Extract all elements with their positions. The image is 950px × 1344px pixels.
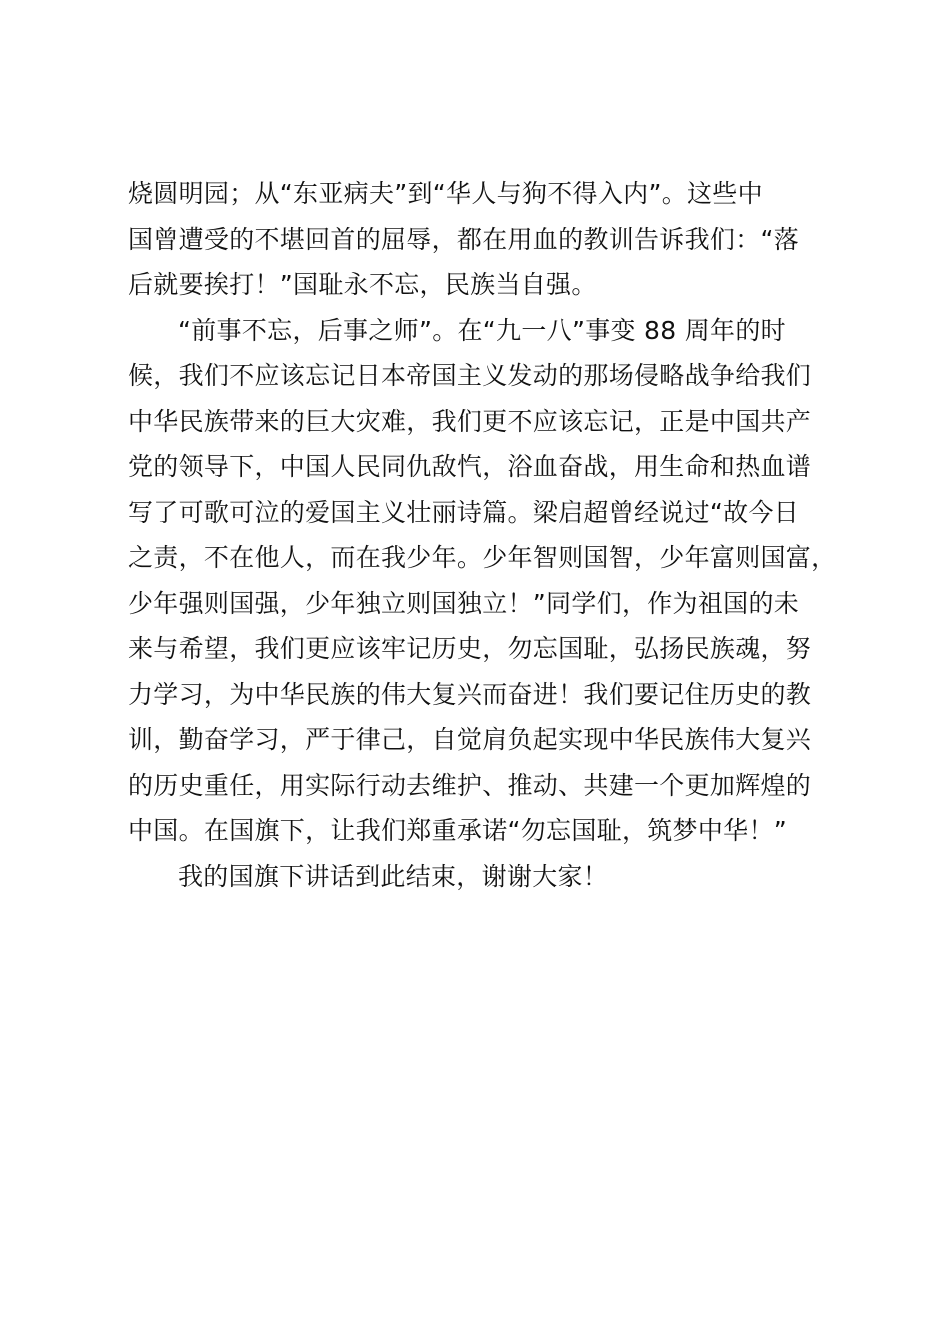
paragraph-1	[128, 171, 848, 308]
text-line: 中华民族带来的巨大灾难，我们更不应该忘记，正是中国共产	[128, 406, 812, 436]
text-line: 写了可歌可泣的爱国主义壮丽诗篇。梁启超曾经说过“故今日	[128, 497, 800, 527]
text-line: “前事不忘，后事之师”。在“九一八”事变 88 周年的时	[178, 315, 786, 345]
text-line: 候，我们不应该忘记日本帝国主义发动的那场侵略战争给我们	[128, 361, 812, 390]
text-line: 来与希望，我们更应该牢记历史，勿忘国耻，弘扬民族魂，努	[128, 634, 812, 663]
text-line: 力学习，为中华民族的伟大复兴而奋进！我们要记住历史的教	[128, 679, 812, 709]
text-line: 我的国旗下讲话到此结束，谢谢大家！	[178, 861, 609, 891]
text-line: 后就要挨打！”国耻永不忘，民族当自强。	[128, 270, 597, 299]
text-line: 中国。在国旗下，让我们郑重承诺“勿忘国耻，筑梦中华！”	[128, 816, 788, 845]
text-line: 训，勤奋学习，严于律己，自觉肩负起实现中华民族伟大复兴	[128, 725, 812, 754]
text-line: 之责，不在他人，而在我少年。少年智则国智，少年富则国富，	[128, 543, 837, 572]
text-line: 的历史重任，用实际行动去维护、推动、共建一个更加辉煌的	[128, 770, 812, 800]
speech-text	[128, 171, 848, 899]
text-line: 烧圆明园；从“东亚病夫”到“华人与狗不得入内”。这些中	[128, 179, 763, 208]
paragraph-2	[128, 308, 848, 854]
text-line: 国曾遭受的不堪回首的屈辱，都在用血的教训告诉我们：“落	[128, 224, 800, 254]
text-line: 党的领导下，中国人民同仇敌忾，浴血奋战，用生命和热血谱	[128, 452, 812, 481]
text-line: 少年强则国强，少年独立则国独立！”同学们，作为祖国的未	[128, 588, 800, 618]
paragraph-3	[128, 854, 848, 900]
